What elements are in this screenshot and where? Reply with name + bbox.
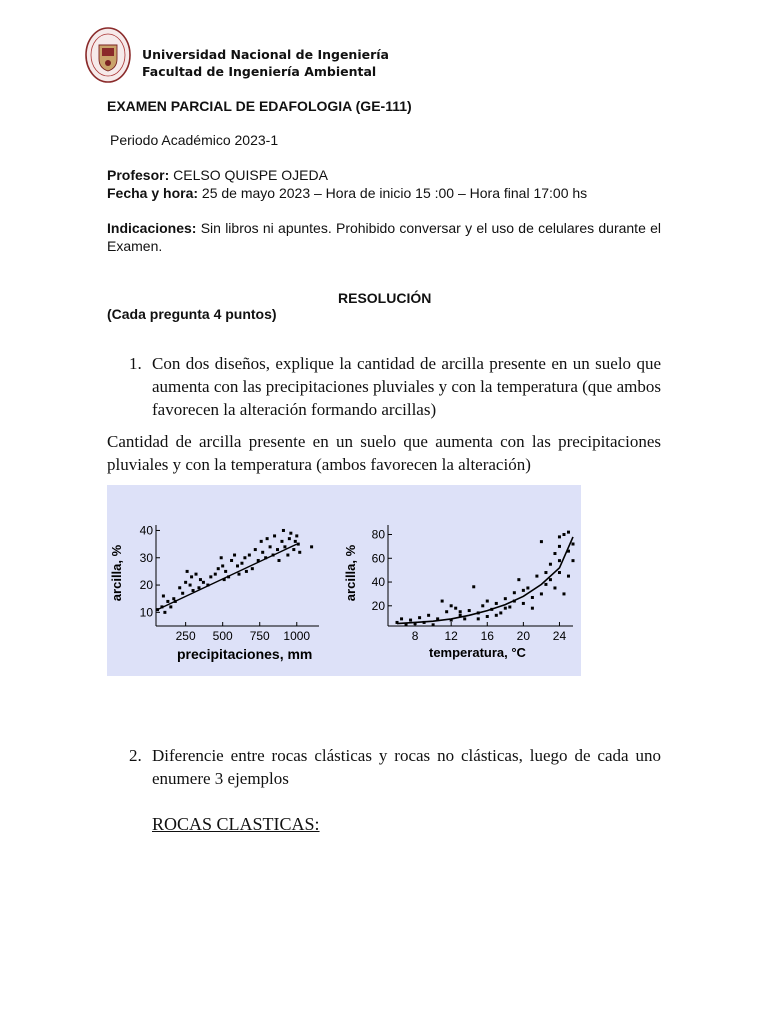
instructions	[107, 219, 661, 255]
rocas-clasticas-heading: ROCAS CLASTICAS:	[152, 814, 320, 834]
data-point	[223, 578, 226, 581]
data-point	[549, 563, 552, 566]
data-point	[396, 621, 399, 624]
data-point	[269, 545, 272, 548]
data-point	[486, 600, 489, 603]
data-point	[163, 611, 166, 614]
data-point	[292, 548, 295, 551]
x-tick-label: 500	[212, 629, 233, 643]
y-tick-label: 20	[139, 578, 153, 593]
data-point	[178, 586, 181, 589]
clay-charts	[107, 485, 581, 676]
question-1-text: Con dos diseños, explique la cantidad de arcilla presente en un suelo que aumenta con las precipitaciones pluviales y con la temperatura (que ambos favorecen la alteración formando arcillas)	[152, 354, 661, 419]
data-point	[189, 584, 192, 587]
data-point	[558, 535, 561, 538]
data-point	[172, 597, 175, 600]
clay-figure	[107, 485, 581, 676]
data-point	[544, 571, 547, 574]
instructions-text: Sin libros ni apuntes. Prohibido conversar y el uso de celulares durante el Examen.	[107, 220, 661, 254]
data-point	[174, 600, 177, 603]
data-point	[513, 600, 516, 603]
professor-label: Profesor:	[107, 167, 170, 183]
y-tick-label: 20	[371, 598, 385, 613]
data-point	[477, 611, 480, 614]
date-label: Fecha y hora:	[107, 185, 199, 201]
x-axis-label: precipitaciones, mm	[177, 646, 313, 662]
data-point	[286, 554, 289, 557]
academic-period: Periodo Académico 2023-1	[110, 132, 279, 148]
question-2-number: 2.	[129, 746, 142, 765]
y-axis-label: arcilla, %	[109, 544, 124, 602]
y-tick-label: 10	[139, 605, 153, 620]
data-point	[243, 556, 246, 559]
data-point	[517, 578, 520, 581]
x-tick-label: 20	[516, 629, 531, 643]
data-point	[445, 610, 448, 613]
data-point	[245, 570, 248, 573]
data-point	[248, 554, 251, 557]
data-point	[273, 534, 276, 537]
data-point	[432, 623, 435, 626]
data-point	[181, 592, 184, 595]
data-point	[230, 559, 233, 562]
data-point	[280, 540, 283, 543]
data-point	[504, 597, 507, 600]
data-point	[257, 559, 260, 562]
data-point	[190, 575, 193, 578]
data-point	[414, 622, 417, 625]
data-point	[289, 532, 292, 535]
data-point	[436, 617, 439, 620]
data-point	[192, 589, 195, 592]
data-point	[572, 559, 575, 562]
data-point	[237, 573, 240, 576]
data-point	[310, 545, 313, 548]
x-axis-label: temperatura, °C	[429, 645, 526, 660]
data-point	[261, 551, 264, 554]
data-point	[197, 586, 200, 589]
x-tick-label: 1000	[283, 629, 311, 643]
data-point	[553, 586, 556, 589]
data-point	[562, 592, 565, 595]
data-point	[251, 567, 254, 570]
professor-line	[107, 166, 328, 184]
answer-1-text: Cantidad de arcilla presente en un suelo que aumenta con las precipitaciones pluviales y con la temperatura (ambos favorecen la alteración)	[107, 432, 661, 474]
data-point	[504, 607, 507, 610]
data-point	[264, 556, 267, 559]
data-point	[567, 531, 570, 534]
data-point	[441, 600, 444, 603]
date-line	[107, 184, 587, 202]
data-point	[240, 562, 243, 565]
data-point	[481, 604, 484, 607]
data-point	[277, 559, 280, 562]
letterhead	[142, 46, 389, 80]
data-point	[156, 608, 159, 611]
data-point	[567, 575, 570, 578]
university-name: Universidad Nacional de Ingeniería	[142, 47, 389, 62]
data-point	[531, 596, 534, 599]
data-point	[298, 551, 301, 554]
data-point	[513, 591, 516, 594]
data-point	[553, 552, 556, 555]
data-point	[567, 550, 570, 553]
y-tick-label: 40	[139, 523, 153, 538]
data-point	[166, 600, 169, 603]
data-point	[227, 575, 230, 578]
data-point	[495, 614, 498, 617]
data-point	[184, 581, 187, 584]
data-point	[526, 586, 529, 589]
data-point	[221, 564, 224, 567]
question-1-number: 1.	[129, 354, 142, 373]
data-point	[272, 554, 275, 557]
data-point	[549, 578, 552, 581]
data-point	[195, 573, 198, 576]
data-point	[472, 585, 475, 588]
x-tick-label: 8	[411, 629, 419, 643]
data-point	[209, 575, 212, 578]
data-point	[459, 614, 462, 617]
x-tick-label: 24	[552, 629, 567, 643]
x-tick-label: 250	[175, 629, 196, 643]
data-point	[186, 570, 189, 573]
y-tick-label: 80	[371, 527, 385, 542]
data-point	[295, 534, 298, 537]
data-point	[522, 589, 525, 592]
data-point	[217, 567, 220, 570]
x-tick-label: 750	[249, 629, 270, 643]
data-point	[233, 554, 236, 557]
resolution-heading: RESOLUCIÓN	[338, 290, 432, 306]
data-point	[260, 540, 263, 543]
data-point	[206, 584, 209, 587]
y-tick-label: 60	[371, 551, 385, 566]
data-point	[531, 607, 534, 610]
data-point	[427, 614, 430, 617]
points-note: (Cada pregunta 4 puntos)	[107, 306, 277, 322]
data-point	[562, 533, 565, 536]
data-point	[540, 592, 543, 595]
data-point	[450, 604, 453, 607]
data-point	[450, 619, 453, 622]
data-point	[224, 570, 227, 573]
data-point	[236, 564, 239, 567]
data-point	[409, 619, 412, 622]
data-point	[400, 617, 403, 620]
data-point	[463, 617, 466, 620]
data-point	[297, 543, 300, 546]
faculty-name: Facultad de Ingeniería Ambiental	[142, 64, 377, 79]
data-point	[495, 602, 498, 605]
data-point	[544, 583, 547, 586]
data-point	[459, 610, 462, 613]
x-tick-label: 12	[444, 629, 458, 643]
data-point	[558, 545, 561, 548]
university-seal-logo	[84, 26, 132, 84]
data-point	[162, 594, 165, 597]
data-point	[423, 621, 426, 624]
data-point	[558, 559, 561, 562]
instructions-label: Indicaciones:	[107, 220, 197, 236]
data-point	[294, 540, 297, 543]
data-point	[490, 608, 493, 611]
chart-precipitation	[109, 523, 319, 662]
data-point	[202, 581, 205, 584]
data-point	[558, 571, 561, 574]
data-point	[454, 607, 457, 610]
data-point	[288, 537, 291, 540]
x-tick-label: 16	[480, 629, 494, 643]
y-tick-label: 40	[371, 575, 385, 590]
data-point	[499, 611, 502, 614]
question-2-text: Diferencie entre rocas clásticas y rocas no clásticas, luego de cada uno enumere 3 ejemplos	[152, 746, 661, 788]
data-point	[468, 609, 471, 612]
trend-curve	[397, 537, 573, 624]
chart-temperature	[343, 525, 575, 660]
data-point	[572, 543, 575, 546]
data-point	[522, 602, 525, 605]
data-point	[283, 545, 286, 548]
data-point	[214, 573, 217, 576]
data-point	[486, 615, 489, 618]
data-point	[418, 616, 421, 619]
data-point	[199, 578, 202, 581]
date-value: 25 de mayo 2023 – Hora de inicio 15 :00 – Hora final 17:00 hs	[198, 185, 588, 201]
data-point	[508, 605, 511, 608]
exam-title: EXAMEN PARCIAL DE EDAFOLOGIA (GE-111)	[107, 98, 412, 114]
data-point	[160, 605, 163, 608]
data-point	[282, 529, 285, 532]
data-point	[405, 623, 408, 626]
data-point	[540, 540, 543, 543]
data-point	[266, 537, 269, 540]
y-tick-label: 30	[139, 550, 153, 565]
data-point	[477, 617, 480, 620]
professor-name: CELSO QUISPE OJEDA	[169, 167, 328, 183]
data-point	[535, 575, 538, 578]
data-point	[254, 548, 257, 551]
y-axis-label: arcilla, %	[343, 544, 358, 602]
data-point	[169, 605, 172, 608]
data-point	[220, 556, 223, 559]
data-point	[276, 548, 279, 551]
